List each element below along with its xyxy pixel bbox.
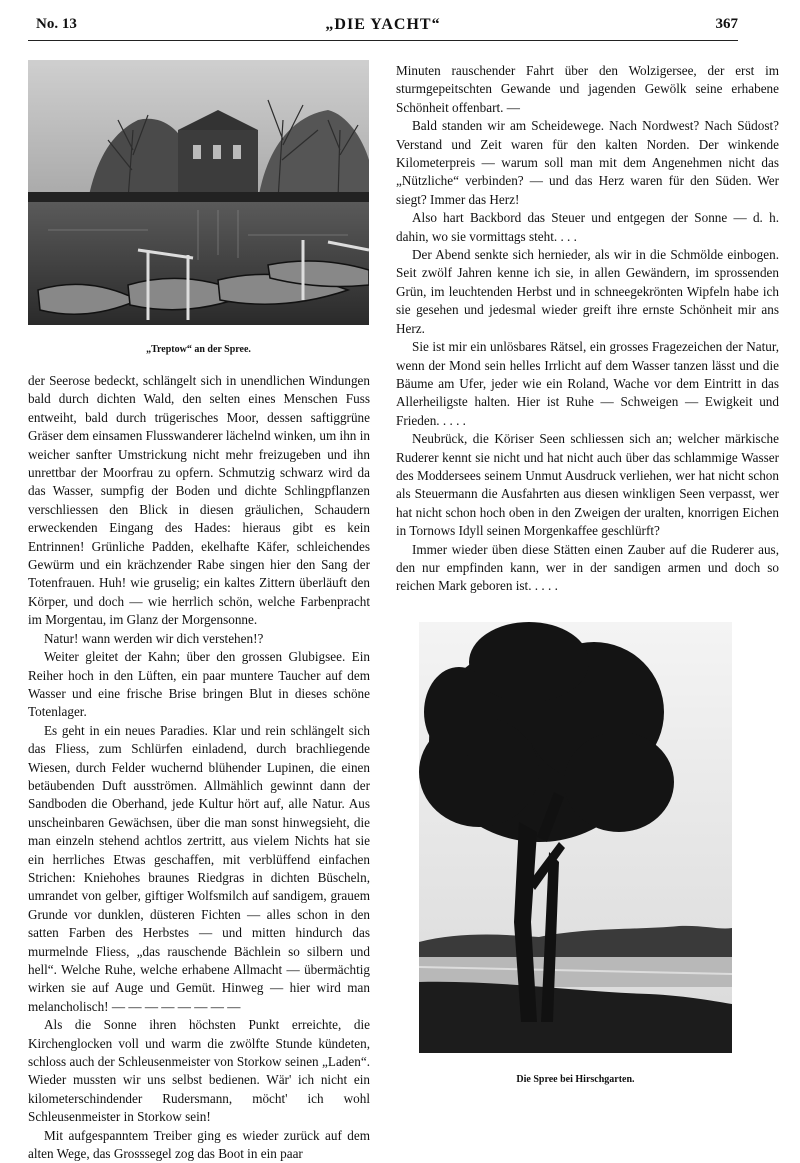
paragraph: Als die Sonne ihren höchsten Punkt erreichte, die Kirchenglocken voll und warm die zwölfte Stunde kündeten, schloss auch der Schleusenmeister von Storkow seinen „Laden“. Wieder mussten wir uns selbst bedienen. Wär' ich nicht ein kilometerschindender Rudersmann, möcht' ich wohl Schleusenmeister in Storkow sein!: [28, 1017, 370, 1125]
paragraph: Also hart Backbord das Steuer und entgegen der Sonne — d. h. dahin, wo sie vormittags steht. . . .: [396, 210, 779, 244]
paragraph: Weiter gleitet der Kahn; über den grossen Glubigsee. Ein Reiher hoch in den Lüften, ein paar muntere Taucher auf dem Wasser und eine frische Brise bringen Blut in dieses schöne Totenlager.: [28, 649, 370, 720]
right-column: [396, 62, 779, 596]
caption-treptow: „Treptow“ an der Spree.: [146, 344, 251, 355]
photo-hirschgarten: [419, 622, 732, 1053]
paragraph: Mit aufgespanntem Treiber ging es wieder zurück auf dem alten Wege, das Grosssegel zog das Boot in ein paar: [28, 1127, 370, 1162]
page-number: 367: [715, 16, 738, 32]
paragraph: Natur! wann werden wir dich verstehen!?: [44, 630, 264, 646]
paragraph: Bald standen wir am Scheidewege. Nach Nordwest? Nach Südost? Verstand und Zeit waren für den kalten Norden. Der winkende Kilometerpreis — warum soll man mit dem Angenehmen nicht das „Nützliche“ verbinden? — und das Herz waren für den Süden. Wer siegt? Immer das Herz!: [396, 118, 779, 207]
paragraph: Minuten rauschender Fahrt über den Wolzigersee, der erst im sturmgepeitschten Gewande und jagenden Gewölk seine erhabene Schönheit offenbart. —: [396, 63, 779, 115]
caption-hirschgarten: Die Spree bei Hirschgarten.: [516, 1074, 635, 1085]
paragraph: Neubrück, die Köriser Seen schliessen sich an; welcher märkische Ruderer kennt sie nicht und hat nicht auch über das schlammige Wasser des Moddersees seinem Unmut Ausdruck verliehen, wer hat nicht schon als Steuermann die Ausfahrten aus diesen winkligen Seen verpasst, wer hat nicht schon hoch oben in den Zweigen der uralten, knorrigen Eichen in Tornows Idyll seinen Morgenkaffee geschlürft?: [396, 431, 779, 539]
left-column: [28, 372, 370, 1163]
running-header: [28, 14, 738, 41]
photo-treptow: [28, 60, 369, 325]
issue-number: No. 13: [36, 16, 77, 32]
paragraph: Immer wieder üben diese Stätten einen Zauber auf die Ruderer aus, den nur empfinden kann, wer in der sandigen armen und doch so reichen Mark geboren ist. . . . .: [396, 541, 779, 594]
paragraph: Der Abend senkte sich hernieder, als wir in die Schmölde einbogen. Seit zwölf Jahren kenne ich sie, in allen Gewändern, im sprossenden Grün, im leuchtenden Herbst und in schneegekrönten Wipfeln habe ich sie gesehen und jedesmal wieder greift ihre ernste Schönheit mir ans Herz.: [396, 247, 779, 336]
paragraph: Sie ist mir ein unlösbares Rätsel, ein grosses Fragezeichen der Natur, wenn der Mond sein helles Irrlicht auf dem Wasser tanzen lässt und die Bäume am Ufer, jeder wie ein Roland, Wache vor dem Eintritt in das Allerheiligste halten. Hier ist Ruhe — Schweigen — Ewigkeit und Frieden. . . . .: [396, 339, 779, 428]
journal-title: „DIE YACHT“: [325, 16, 441, 33]
paragraph: Es geht in ein neues Paradies. Klar und rein schlängelt sich das Fliess, zum Schlürfen einladend, durch brachliegende Wiesen, durch Felder wuchernd blühender Lupinen, die einen betäubenden Duft ausströmen. Allmählich gewinnt dann der Sandboden die Oberhand, jede Kultur hört auf, alle Natur. Aus unscheinbaren Gewächsen, über die man sonst hinwegsieht, die man einzeln stehend achtlos zertritt, aus vielem Nichts hat sie ein herrliches Etwas geschaffen, mit verblüffend einfachen Strichen: Kniehohes braunes Riedgras in dichten Büscheln, umrandet von gelber, giftiger Wolfsmilch auf sandigem, grauem Grunde vor dunklen, düsteren Fichten — alles schon in den satten Farben des Herbstes — und mitten hindurch das murmelnde Fliess, „das rauschende Bächlein so silbern und hell“. Welche Ruhe, welche erhabene Allmacht — übermächtig wirken sie auf Auge und Gemüt. Hinweg — hier wird man melancholisch! — — — — — — — —: [28, 722, 370, 1014]
paragraph: der Seerose bedeckt, schlängelt sich in unendlichen Windungen bald durch dichten Wald, den selten eines Menschen Fuss entweiht, bald durch trügerisches Moor, dessen saftiggrüne Gräser dem einsamen Flusswanderer lächelnd winken, um ihn in weicher sanfter Umstrickung nicht mehr freizugeben und ihn unrettbar der Moorfrau zu opfern. Schmutzig schwarz wird da das Wasser, sumpfig der Boden und dichte Schlingpflanzen verschliessen den Blick in diesen gräulichen, Schaudern erweckenden Eingang des Hades: hieraus gibt es kein Entrinnen! Grünliche Padden, ekelhafte Käfer, schleichendes Gewürm und ein krächzender Rabe singen hier den Sang der Totenfrauen. Huh! wie gruselig; ein kaltes Zittern überläuft den Körper, und doch — wie herrlich schön, welche Farbenpracht im Morgentau, im Glanz der Morgensonne.: [28, 373, 370, 628]
